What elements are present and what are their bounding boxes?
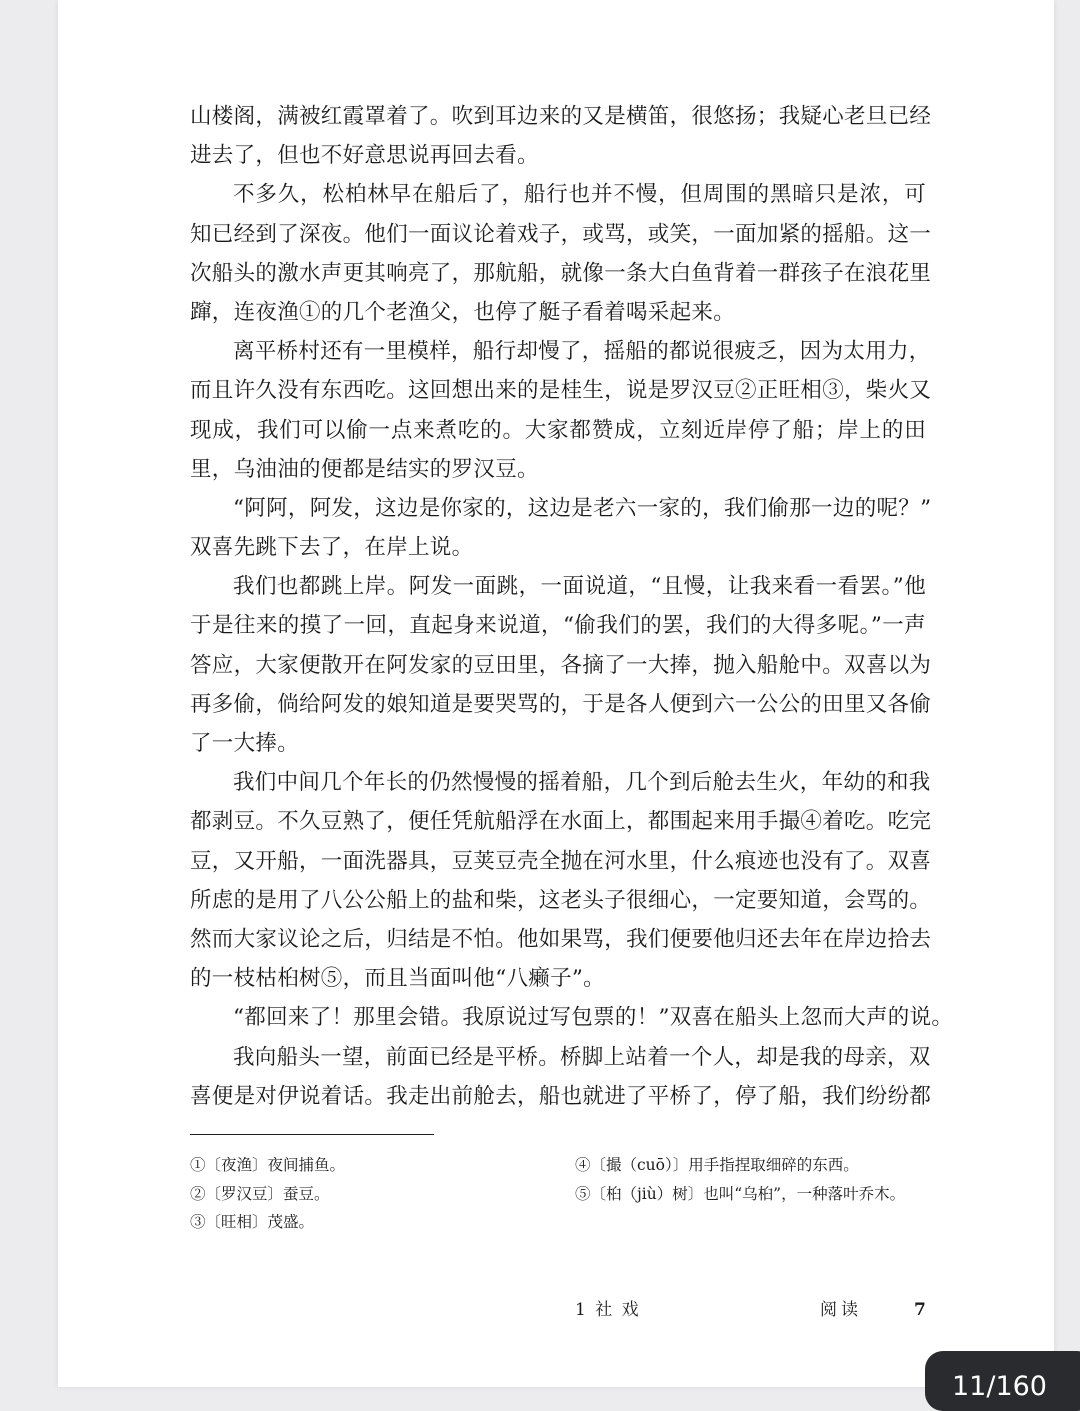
text-line: 里，乌油油的便都是结实的罗汉豆。 xyxy=(190,456,539,482)
text-line: 了一大捧。 xyxy=(190,731,300,756)
text-line: 山楼阁，满被红霞罩着了。吹到耳边来的又是横笛，很悠扬；我疑心老旦已经 xyxy=(190,104,932,129)
text-line: 都剥豆。不久豆熟了，便任凭航船浮在水面上，都围起来用手撮④着吃。吃完 xyxy=(190,809,932,835)
text-line: 蹿，连夜渔①的几个老渔父，也停了艇子看着喝采起来。 xyxy=(190,299,736,325)
footnote-divider xyxy=(190,1134,434,1135)
text-line: 然而大家议论之后，归结是不怕。他如果骂，我们便要他归还去年在岸边拾去 xyxy=(190,926,932,952)
footnote-item: ④〔撮（cuō）〕用手指捏取细碎的东西。 xyxy=(575,1156,859,1174)
text-line: 我们也都跳上岸。阿发一面跳，一面说道，“且慢，让我来看一看罢。”他 xyxy=(233,574,926,600)
text-line: 的一枝枯桕树⑤，而且当面叫他“八癞子”。 xyxy=(190,966,605,992)
text-line: 而且许久没有东西吃。这回想出来的是桂生，说是罗汉豆②正旺相③，柴火又 xyxy=(190,378,932,404)
footer-section-label: 阅读 xyxy=(820,1300,862,1320)
text-line: 答应，大家便散开在阿发家的豆田里，各摘了一大捧，抛入船舱中。双喜以为 xyxy=(190,652,932,678)
footnote-item: ②〔罗汉豆〕蚕豆。 xyxy=(190,1184,330,1203)
text-line: 双喜先跳下去了，在岸上说。 xyxy=(190,535,474,561)
text-line: “都回来了！那里会错。我原说过写包票的！”双喜在船头上忽而大声的说。 xyxy=(233,1005,954,1031)
footnote-item: ⑤〔桕（jiù）树〕也叫“乌桕”，一种落叶乔木。 xyxy=(575,1184,906,1203)
text-line: 所虑的是用了八公公船上的盐和柴，这老头子很细心，一定要知道，会骂的。 xyxy=(190,887,932,913)
text-line: 再多偷，倘给阿发的娘知道是要哭骂的，于是各人便到六一公公的田里又各偷 xyxy=(190,691,932,717)
footnote-item: ①〔夜渔〕夜间捕鱼。 xyxy=(190,1156,346,1174)
footnote-item: ③〔旺相〕茂盛。 xyxy=(190,1213,315,1231)
text-line: 次船头的激水声更其响亮了，那航船，就像一条大白鱼背着一群孩子在浪花里 xyxy=(190,260,932,286)
footer-page-number: 7 xyxy=(914,1300,926,1320)
text-line: 进去了，但也不好意思说再回去看。 xyxy=(190,143,539,169)
text-line: 喜便是对伊说着话。我走出前舱去，船也就进了平桥了，停了船，我们纷纷都 xyxy=(190,1083,932,1109)
text-line: 于是往来的摸了一回，直起身来说道，“偷我们的罢，我们的大得多呢。”一声 xyxy=(190,613,926,639)
footnotes-left-column xyxy=(190,1151,345,1237)
footnotes-right-column xyxy=(575,1151,905,1208)
text-line: 现成，我们可以偷一点来煮吃的。大家都赞成，立刻近岸停了船；岸上的田 xyxy=(190,417,926,443)
text-line: 我们中间几个年长的仍然慢慢的摇着船，几个到后舱去生火，年幼的和我 xyxy=(233,770,931,796)
text-line: “阿阿，阿发，这边是你家的，这边是老六一家的，我们偷那一边的呢？” xyxy=(233,495,932,521)
text-line: 豆，又开船，一面洗器具，豆荚豆壳全抛在河水里，什么痕迹也没有了。双喜 xyxy=(190,848,932,874)
text-line: 不多久，松柏林早在船后了，船行也并不慢，但周围的黑暗只是浓，可 xyxy=(233,182,926,208)
footer-chapter-title: 1 社 戏 xyxy=(575,1300,641,1320)
body-text xyxy=(190,97,954,1116)
page-indicator-badge[interactable]: 11/160 xyxy=(925,1351,1080,1411)
text-line: 离平桥村还有一里模样，船行却慢了，摇船的都说很疲乏，因为太用力， xyxy=(233,339,931,365)
text-line: 知已经到了深夜。他们一面议论着戏子，或骂，或笑，一面加紧的摇船。这一 xyxy=(190,221,932,247)
text-line: 我向船头一望，前面已经是平桥。桥脚上站着一个人，却是我的母亲，双 xyxy=(233,1044,931,1070)
